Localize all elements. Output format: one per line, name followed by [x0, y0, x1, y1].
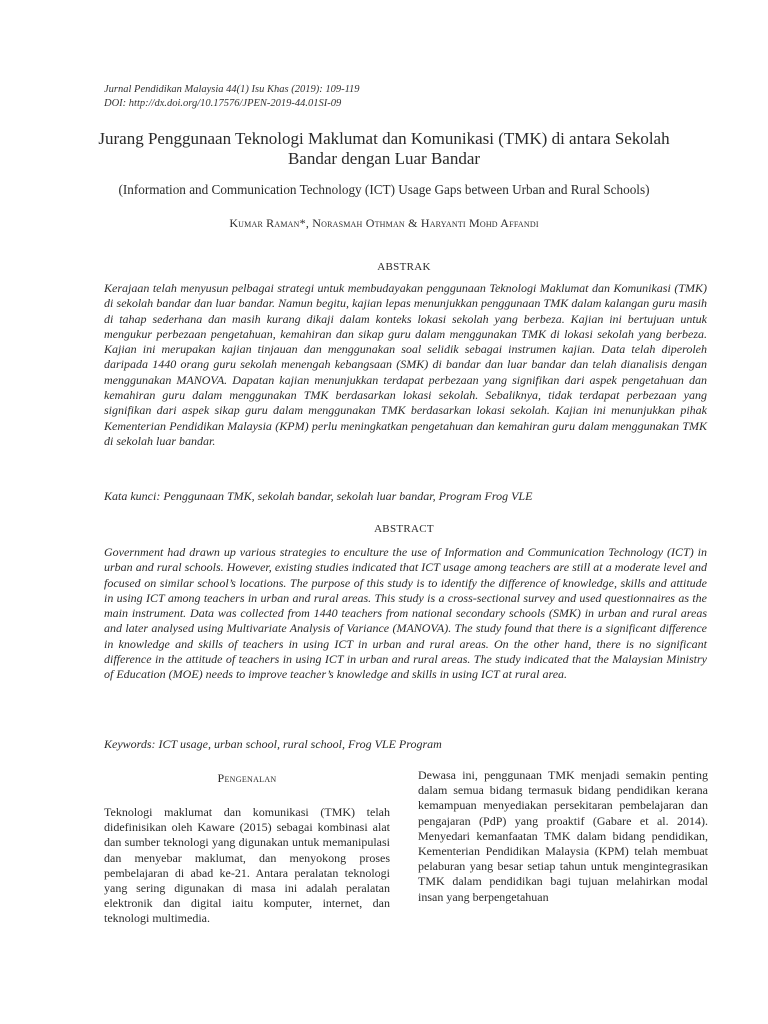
right-column — [418, 768, 708, 905]
journal-header — [104, 83, 664, 111]
journal-doi: DOI: http://dx.doi.org/10.17576/JPEN-2019-44.01SI-09 — [104, 98, 342, 109]
abstract-keywords: Keywords: ICT usage, urban school, rural school, Frog VLE Program — [104, 737, 442, 751]
left-column — [104, 768, 390, 927]
abstrak-keywords: Kata kunci: Penggunaan TMK, sekolah bandar, sekolah luar bandar, Program Frog VLE — [104, 489, 533, 503]
abstract-heading: ABSTRACT — [374, 523, 434, 535]
paper-title-malay: Jurang Penggunaan Teknologi Maklumat dan Komunikasi (TMK) di antara Sekolah Bandar dengan Luar Bandar — [98, 129, 670, 168]
abstrak-text: Kerajaan telah menyusun pelbagai strategi untuk membudayakan penggunaan Teknologi Maklumat dan Komunikasi (TMK) di sekolah bandar dan luar bandar. Namun begitu, kajian lepas menunjukkan penggunaan TMK dalam kalangan guru masih di tahap sederhana dan masih kurang dikaji dalam konteks lokasi sekolah yang berbeza. Kajian ini bertujuan untuk mengukur perbezaan pengetahuan, kemahiran dan sikap guru dalam menggunakan TMK di lokasi sekolah yang berbeza. Kajian ini merupakan kajian tinjauan dan menggunakan soal selidik sebagai instrumen kajian. Data telah diperoleh daripada 1440 orang guru sekolah menengah kebangsaan (SMK) di bandar dan luar bandar dan telah dianalisis dengan menggunakan MANOVA. Dapatan kajian menunjukkan terdapat perbezaan yang signifikan dari aspek pengetahuan dan kemahiran guru dalam menggunakan TMK berdasarkan lokasi sekolah. Sebaliknya, tidak terdapat perbezaan yang signifikan dari aspek sikap guru dalam menggunakan TMK berdasarkan lokasi sekolah. Kajian ini menunjukkan pihak Kementerian Pendidikan Malaysia (KPM) perlu meningkatkan pengetahuan dan kemahiran guru dalam menggunakan TMK di sekolah luar bandar. — [104, 281, 707, 448]
author-list: Kumar Raman*, Norasmah Othman & Haryanti Mohd Affandi — [229, 216, 539, 230]
pengenalan-left-paragraph: Teknologi maklumat dan komunikasi (TMK) telah didefinisikan oleh Kaware (2015) sebagai kombinasi alat dan sumber teknologi yang digunakan untuk memanipulasi dan menyebar maklumat, dan menyokong proses pembelajaran di abad ke-21. Antara peralatan teknologi yang sering digunakan di masa ini adalah peralatan elektronik dan digital iaitu komputer, internet, dan teknologi multimedia. — [104, 805, 390, 926]
pengenalan-heading: Pengenalan — [217, 771, 277, 785]
abstrak-heading: ABSTRAK — [377, 261, 431, 273]
abstract-text: Government had drawn up various strategies to enculture the use of Information and Communication Technology (ICT) in urban and rural schools. However, existing studies indicated that ICT usage among teachers are still at a moderate level and focused on similar school’s locations. The purpose of this study is to identify the difference of knowledge, skills and attitude in using ICT among teachers in urban and rural areas. This study is a cross-sectional survey and used questionnaires as the main instrument. Data was collected from 1440 teachers from national secondary schools (SMK) in urban and rural areas and later analysed using Multivariate Analysis of Variance (MANOVA). The study found that there is a significant difference in knowledge and skills of teachers in using ICT in urban and rural areas. On the other hand, there is no significant difference in the attitude of teachers in using ICT in urban and rural areas. The study indicated that the Malaysian Ministry of Education (MOE) needs to improve teacher’s knowledge and skills in using ICT at rural area. — [104, 545, 707, 682]
title-block — [80, 129, 688, 231]
journal-citation: Jurnal Pendidikan Malaysia 44(1) Isu Khas (2019): 109-119 — [104, 84, 360, 95]
pengenalan-right-paragraph: Dewasa ini, penggunaan TMK menjadi semakin penting dalam semua bidang termasuk bidang pendidikan kerana kemampuan menyediakan persekitaran pembelajaran dan pengajaran (PdP) yang proaktif (Gabare et al. 2014). Menyedari kemanfaatan TMK dalam bidang pendidikan, Kementerian Pendidikan Malaysia (KPM) telah membuat pelaburan yang besar setiap tahun untuk mengintegrasikan TMK dalam pendidikan bagi tujuan melahirkan modal insan yang berpengetahuan — [418, 768, 708, 904]
paper-title-english: (Information and Communication Technology (ICT) Usage Gaps between Urban and Rural Schools) — [118, 182, 650, 197]
